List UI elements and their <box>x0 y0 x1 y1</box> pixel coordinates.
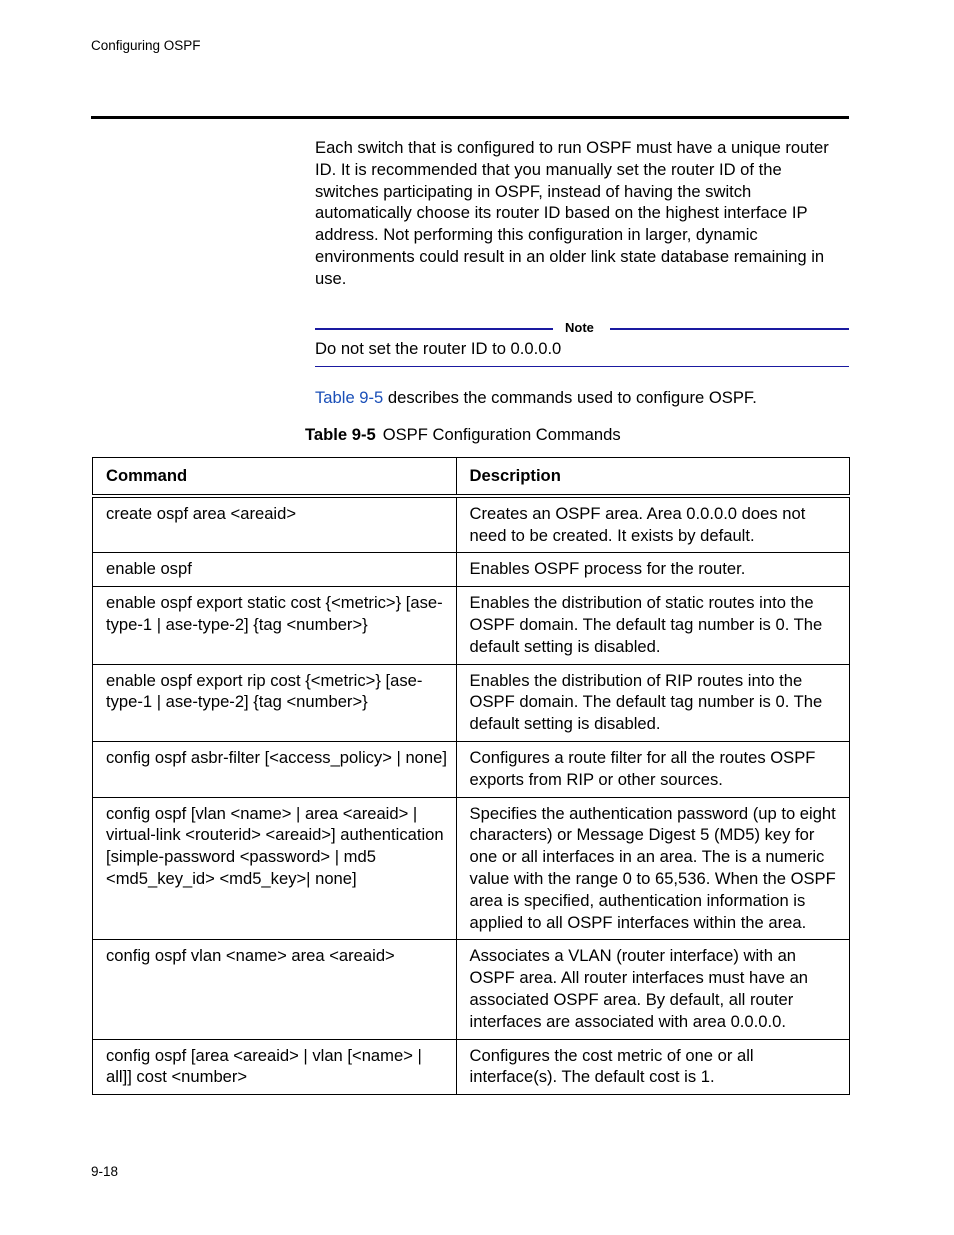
command-cell: create ospf area <areaid> <box>93 496 457 553</box>
table-row <box>93 940 850 1039</box>
note-box <box>315 318 849 359</box>
command-cell: enable ospf <box>93 553 457 587</box>
note-rule-bottom <box>315 366 849 367</box>
description-cell: Creates an OSPF area. Area 0.0.0.0 does not need to be created. It exists by default. <box>456 496 849 553</box>
table-header-row <box>93 458 850 496</box>
command-cell: config ospf [area <areaid> | vlan [<name> | all]] cost <number> <box>93 1039 457 1095</box>
ospf-commands-table <box>92 457 850 1095</box>
description-cell: Enables the distribution of RIP routes into the OSPF domain. The default tag number is 0. The default setting is disabled. <box>456 664 849 741</box>
command-cell: enable ospf export static cost {<metric>} [ase-type-1 | ase-type-2] {tag <number>} <box>93 587 457 664</box>
table-caption <box>305 424 621 445</box>
caption-number: Table 9-5 <box>305 425 376 444</box>
caption-title: OSPF Configuration Commands <box>382 425 621 444</box>
description-cell: Specifies the authentication password (up to eight characters) or Message Digest 5 (MD5) key for one or all interfaces in an area. The is a numeric value with the range 0 to 65,536. When the OSPF area is specified, authentication information is applied to all OSPF interfaces within the area. <box>456 797 849 940</box>
page-number: 9-18 <box>91 1164 119 1179</box>
command-cell: config ospf [vlan <name> | area <areaid> | virtual-link <routerid> <areaid>] authentication [simple-password <password> | md5 <md5_key_id> <md5_key>| none] <box>93 797 457 940</box>
description-cell: Enables the distribution of static routes into the OSPF domain. The default tag number is 0. The default setting is disabled. <box>456 587 849 664</box>
note-rule-left <box>315 328 553 330</box>
description-cell: Configures a route filter for all the routes OSPF exports from RIP or other sources. <box>456 741 849 797</box>
table-row <box>93 1039 850 1095</box>
description-cell: Associates a VLAN (router interface) with an OSPF area. All router interfaces must have an associated OSPF area. By default, all router interfaces are associated with area 0.0.0.0. <box>456 940 849 1039</box>
command-cell: config ospf asbr-filter [<access_policy> | none] <box>93 741 457 797</box>
reference-text: describes the commands used to configure OSPF. <box>383 388 757 407</box>
command-cell: config ospf vlan <name> area <areaid> <box>93 940 457 1039</box>
table-row <box>93 741 850 797</box>
column-header-command: Command <box>93 458 457 496</box>
command-cell: enable ospf export rip cost {<metric>} [ase-type-1 | ase-type-2] {tag <number>} <box>93 664 457 741</box>
description-cell: Configures the cost metric of one or all interface(s). The default cost is 1. <box>456 1039 849 1095</box>
table-reference <box>315 387 757 408</box>
note-text: Do not set the router ID to 0.0.0.0 <box>315 339 562 358</box>
table-link[interactable]: Table 9-5 <box>315 388 384 407</box>
table-row <box>93 587 850 664</box>
table-row <box>93 664 850 741</box>
description-cell: Enables OSPF process for the router. <box>456 553 849 587</box>
table-row <box>93 553 850 587</box>
header-rule <box>91 116 849 119</box>
column-header-description: Description <box>456 458 849 496</box>
running-header: Configuring OSPF <box>91 38 201 53</box>
intro-paragraph: Each switch that is configured to run OSPF must have a unique router ID. It is recommended that you manually set the router ID of the switches participating in OSPF, instead of having the switch automatically choose its router ID based on the highest interface IP address. Not performing this configuration in larger, dynamic environments could result in an older link state database remaining in use. <box>315 138 829 288</box>
note-rule-right <box>610 328 849 330</box>
table-row <box>93 797 850 940</box>
note-label: Note <box>565 320 594 335</box>
table-row <box>93 496 850 553</box>
